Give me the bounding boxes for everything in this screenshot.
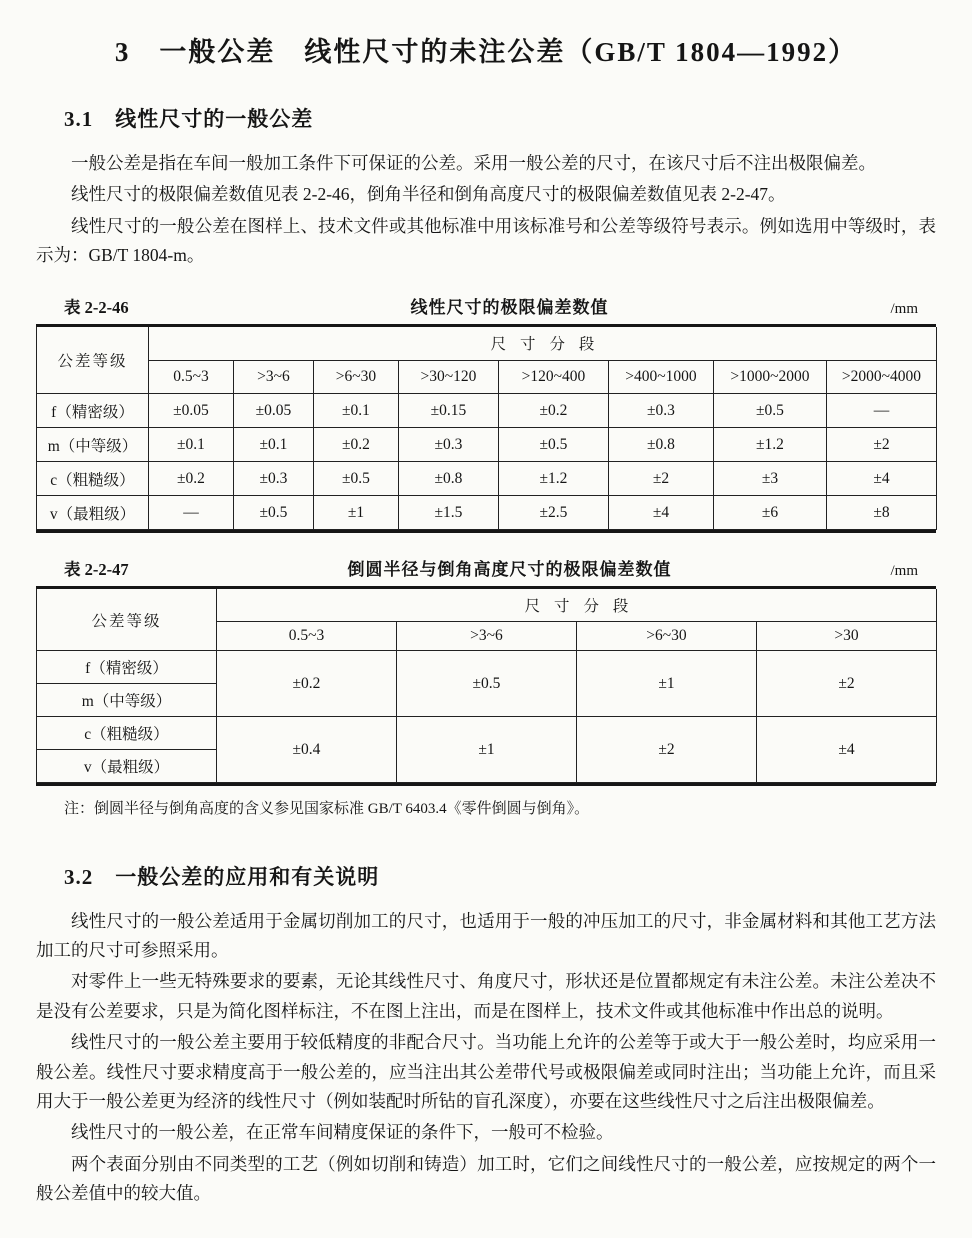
grade-cell: v（最粗级） — [37, 496, 149, 530]
group-header: 尺寸分段 — [149, 327, 937, 361]
value-cell: ±1 — [314, 496, 399, 530]
corner-header: 公差等级 — [37, 327, 149, 394]
value-cell: ±0.3 — [399, 428, 499, 462]
table-2-2-46 — [36, 327, 937, 531]
col-header: 0.5~3 — [217, 622, 397, 651]
value-cell: ±2 — [609, 462, 714, 496]
value-cell: ±4 — [827, 462, 937, 496]
value-cell: ±0.8 — [399, 462, 499, 496]
col-header: >6~30 — [577, 622, 757, 651]
value-cell: ±0.5 — [397, 651, 577, 717]
value-cell: ±0.5 — [314, 462, 399, 496]
value-cell: — — [149, 496, 234, 530]
grade-cell: c（粗糙级） — [37, 462, 149, 496]
value-cell: ±0.1 — [149, 428, 234, 462]
table-2-2-47 — [36, 589, 937, 783]
section-3-1-body — [36, 149, 936, 271]
col-header: >3~6 — [234, 361, 314, 394]
value-cell: ±2.5 — [499, 496, 609, 530]
table-row — [37, 462, 937, 496]
grade-cell: f（精密级） — [37, 394, 149, 428]
grade-cell: v（最粗级） — [37, 750, 217, 783]
value-cell: ±1.5 — [399, 496, 499, 530]
value-cell: ±0.2 — [499, 394, 609, 428]
table-47-caption: 倒圆半径与倒角高度尺寸的极限偏差数值 — [347, 560, 672, 580]
value-cell: ±0.5 — [499, 428, 609, 462]
value-cell: ±4 — [757, 717, 937, 783]
value-cell: ±0.05 — [234, 394, 314, 428]
value-cell: ±6 — [714, 496, 827, 530]
value-cell: ±0.5 — [234, 496, 314, 530]
table-46-caption-row — [36, 293, 936, 318]
table-47-caption-row — [36, 555, 936, 580]
col-header: >30~120 — [399, 361, 499, 394]
value-cell: ±4 — [609, 496, 714, 530]
value-cell: ±0.2 — [217, 651, 397, 717]
table-row — [37, 361, 937, 394]
value-cell: ±1 — [397, 717, 577, 783]
table-row — [37, 428, 937, 462]
value-cell: ±0.5 — [714, 394, 827, 428]
value-cell: ±8 — [827, 496, 937, 530]
value-cell: ±0.2 — [149, 462, 234, 496]
paragraph-3-2-e: 两个表面分别由不同类型的工艺（例如切削和铸造）加工时，它们之间线性尺寸的一般公差，应按规定的两个一般公差值中的较大值。 — [36, 1153, 936, 1204]
value-cell: ±1.2 — [499, 462, 609, 496]
table-46-frame — [36, 324, 936, 534]
paragraph-3-2-a: 线性尺寸的一般公差适用于金属切削加工的尺寸，也适用于一般的冲压加工的尺寸，非金属材料和其他工艺方法加工的尺寸可参照采用。 — [36, 910, 936, 960]
section-3-1-heading: 3.1 线性尺寸的一般公差 — [64, 107, 314, 131]
table-46-unit: /mm — [890, 300, 918, 317]
table-row — [37, 717, 937, 750]
paragraph-3-2-b: 对零件上一些无特殊要求的要素，无论其线性尺寸、角度尺寸，形状还是位置都规定有未注公差。未注公差决不是没有公差要求，只是为简化图样标注，不在图上注出，而是在图样上，技术文件或其他标准中作出总的说明。 — [36, 971, 936, 1021]
col-header: 0.5~3 — [149, 361, 234, 394]
table-row — [37, 394, 937, 428]
corner-header: 公差等级 — [37, 589, 217, 651]
section-3-2-body — [36, 907, 936, 1209]
value-cell: ±1.2 — [714, 428, 827, 462]
value-cell: ±0.15 — [399, 394, 499, 428]
value-cell: ±3 — [714, 462, 827, 496]
paragraph-3-2-d: 线性尺寸的一般公差，在正常车间精度保证的条件下，一般可不检验。 — [71, 1122, 614, 1143]
table-row — [37, 496, 937, 530]
table-row — [37, 651, 937, 684]
value-cell: — — [827, 394, 937, 428]
value-cell: ±0.05 — [149, 394, 234, 428]
col-header: >2000~4000 — [827, 361, 937, 394]
value-cell: ±0.1 — [234, 428, 314, 462]
value-cell: ±0.8 — [609, 428, 714, 462]
col-header: >6~30 — [314, 361, 399, 394]
value-cell: ±0.1 — [314, 394, 399, 428]
table-47-label: 表 2-2-47 — [64, 560, 129, 580]
page-title: 3 一般公差 线性尺寸的未注公差（GB/T 1804—1992） — [114, 37, 858, 67]
col-header: >120~400 — [499, 361, 609, 394]
table-47-unit: /mm — [890, 563, 918, 580]
table-46-label: 表 2-2-46 — [64, 297, 129, 317]
col-header: >30 — [757, 622, 937, 651]
table-47-frame — [36, 586, 936, 786]
value-cell: ±0.2 — [314, 428, 399, 462]
value-cell: ±0.4 — [217, 717, 397, 783]
value-cell: ±1 — [577, 651, 757, 717]
section-3-2-heading: 3.2 一般公差的应用和有关说明 — [64, 864, 380, 889]
grade-cell: c（粗糙级） — [37, 717, 217, 750]
paragraph-3-1-b: 线性尺寸的极限偏差数值见表 2-2-46，倒角半径和倒角高度尺寸的极限偏差数值见表 2-2-47。 — [71, 184, 786, 205]
value-cell: ±2 — [827, 428, 937, 462]
grade-cell: m（中等级） — [37, 684, 217, 717]
value-cell: ±0.3 — [609, 394, 714, 428]
group-header: 尺寸分段 — [217, 589, 937, 622]
table-46-caption: 线性尺寸的极限偏差数值 — [410, 297, 609, 317]
value-cell: ±2 — [757, 651, 937, 717]
table-row — [37, 589, 937, 622]
col-header: >3~6 — [397, 622, 577, 651]
grade-cell: f（精密级） — [37, 651, 217, 684]
paragraph-3-1-a: 一般公差是指在车间一般加工条件下可保证的公差。采用一般公差的尺寸，在该尺寸后不注出极限偏差。 — [71, 153, 876, 173]
value-cell: ±0.3 — [234, 462, 314, 496]
table-row — [37, 327, 937, 361]
col-header: >1000~2000 — [714, 361, 827, 394]
paragraph-3-2-c: 线性尺寸的一般公差主要用于较低精度的非配合尺寸。当功能上允许的公差等于或大于一般公差时，均应采用一般公差。线性尺寸要求精度高于一般公差的，应当注出其公差带代号或极限偏差或同时注出；当功能上允许，而且采用大于一般公差更为经济的线性尺寸（例如装配时所钻的盲孔深度），亦要在这些线性尺寸之后注出极限偏差。 — [36, 1032, 936, 1111]
paragraph-3-1-c: 线性尺寸的一般公差在图样上、技术文件或其他标准中用该标准号和公差等级符号表示。例如选用中等级时，表示为：GB/T 1804-m。 — [36, 215, 936, 266]
grade-cell: m（中等级） — [37, 428, 149, 462]
value-cell: ±2 — [577, 717, 757, 783]
table-47-footnote: 注：倒圆半径与倒角高度的含义参见国家标准 GB/T 6403.4《零件倒圆与倒角》。 — [64, 801, 590, 818]
col-header: >400~1000 — [609, 361, 714, 394]
